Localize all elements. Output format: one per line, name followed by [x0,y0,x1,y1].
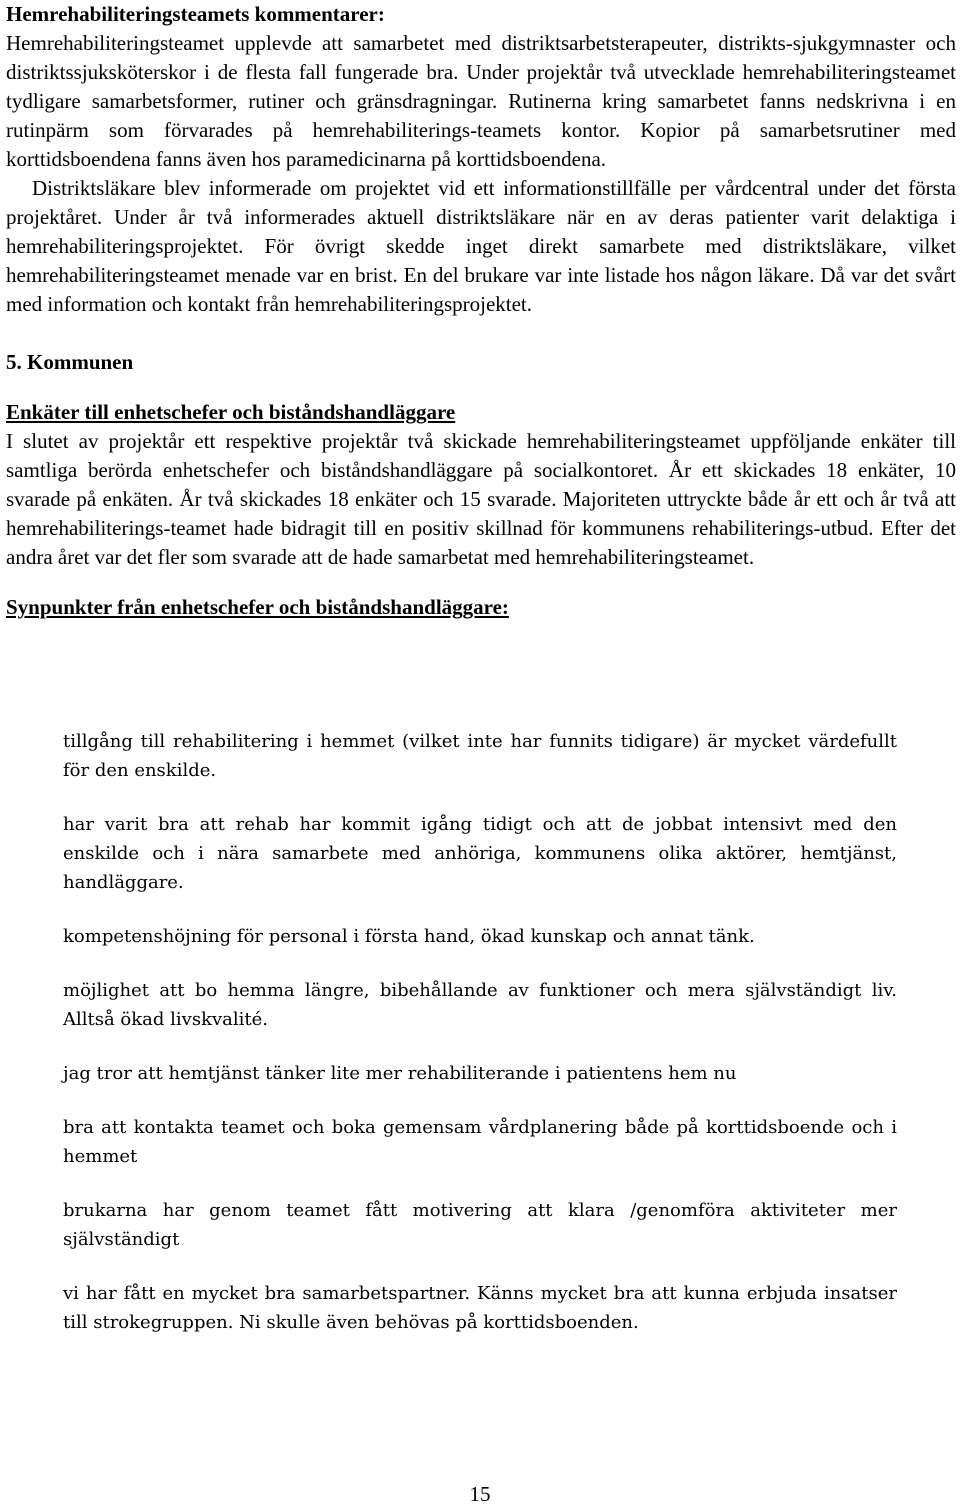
comment-item: har varit bra att rehab har kommit igång tidigt och att de jobbat intensivt med den enskilde och i nära samarbete med anhöriga, kommunens olika aktörer, hemtjänst, handläggare. [63,814,897,893]
comment-item: möjlighet att bo hemma längre, bibehållande av funktioner och mera självständigt liv. Alltså ökad livskvalité. [63,980,897,1030]
comment-item: kompetenshöjning för personal i första hand, ökad kunskap och annat tänk. [63,926,755,947]
body-paragraph: I slutet av projektår ett respektive projektår två skickade hemrehabiliteringsteamet uppföljande enkäter till samtliga berörda enhetschefer och biståndshandläggare på socialkontoret. År ett skickades 18 enkäter, 10 svarade på enkäten. År två skickades 18 enkäter och 15 svarade. Majoriteten uttryckte både år ett och år två att hemrehabiliterings-teamet hade bidragit till en positiv skillnad för kommunens rehabiliterings-utbud. Efter det andra året var det fler som svarade att de hade samarbetat med hemrehabiliteringsteamet. [6,429,956,569]
comment-item: bra att kontakta teamet och boka gemensam vårdplanering både på korttidsboende och i hemmet [63,1117,897,1167]
body-paragraph: Distriktsläkare blev informerade om projektet vid ett informationstillfälle per vårdcentral under det första projektåret. Under år två informerades aktuell distriktsläkare när en av deras patienter varit delaktiga i hemrehabiliteringsprojektet. För övrigt skedde inget direkt samarbete med distriktsläkare, vilket hemrehabiliteringsteamet menade var en brist. En del brukare var inte listade hos någon läkare. Då var det svårt med information och kontakt från hemrehabiliteringsprojektet. [6,176,956,316]
comment-item: vi har fått en mycket bra samarbetspartner. Känns mycket bra att kunna erbjuda insatser till strokegruppen. Ni skulle även behövas på korttidsboenden. [63,1283,897,1333]
comments-heading: Hemrehabiliteringsteamets kommentarer: [6,2,385,26]
comment-item: tillgång till rehabilitering i hemmet (vilket inte har funnits tidigare) är mycket värdefullt för den enskilde. [63,731,897,781]
views-heading: Synpunkter från enhetschefer och biståndshandläggare: [6,595,509,619]
survey-heading: Enkäter till enhetschefer och biståndshandläggare [6,400,456,424]
section-title: 5. Kommunen [6,350,134,374]
document-page [6,0,956,622]
body-paragraph: Hemrehabiliteringsteamet upplevde att samarbetet med distriktsarbetsterapeuter, distrikts-sjukgymnaster och distriktssjuksköterskor i de flesta fall fungerade bra. Under projektår två utvecklade hemrehabiliteringsteamet tydligare samarbetsformer, rutiner och gränsdragningar. Rutinerna kring samarbetet fanns nedskrivna i en rutinpärm som förvarades på hemrehabiliterings-teamets kontor. Kopior på samarbetsrutiner med korttidsboendena fanns även hos paramedicinarna på korttidsboendena. [6,31,956,171]
page-number: 15 [469,1482,491,1506]
comment-item: jag tror att hemtjänst tänker lite mer rehabiliterande i patientens hem nu [63,1063,737,1084]
comments-list [63,727,897,1362]
comment-item: brukarna har genom teamet fått motivering att klara /genomföra aktiviteter mer självständigt [63,1200,897,1250]
